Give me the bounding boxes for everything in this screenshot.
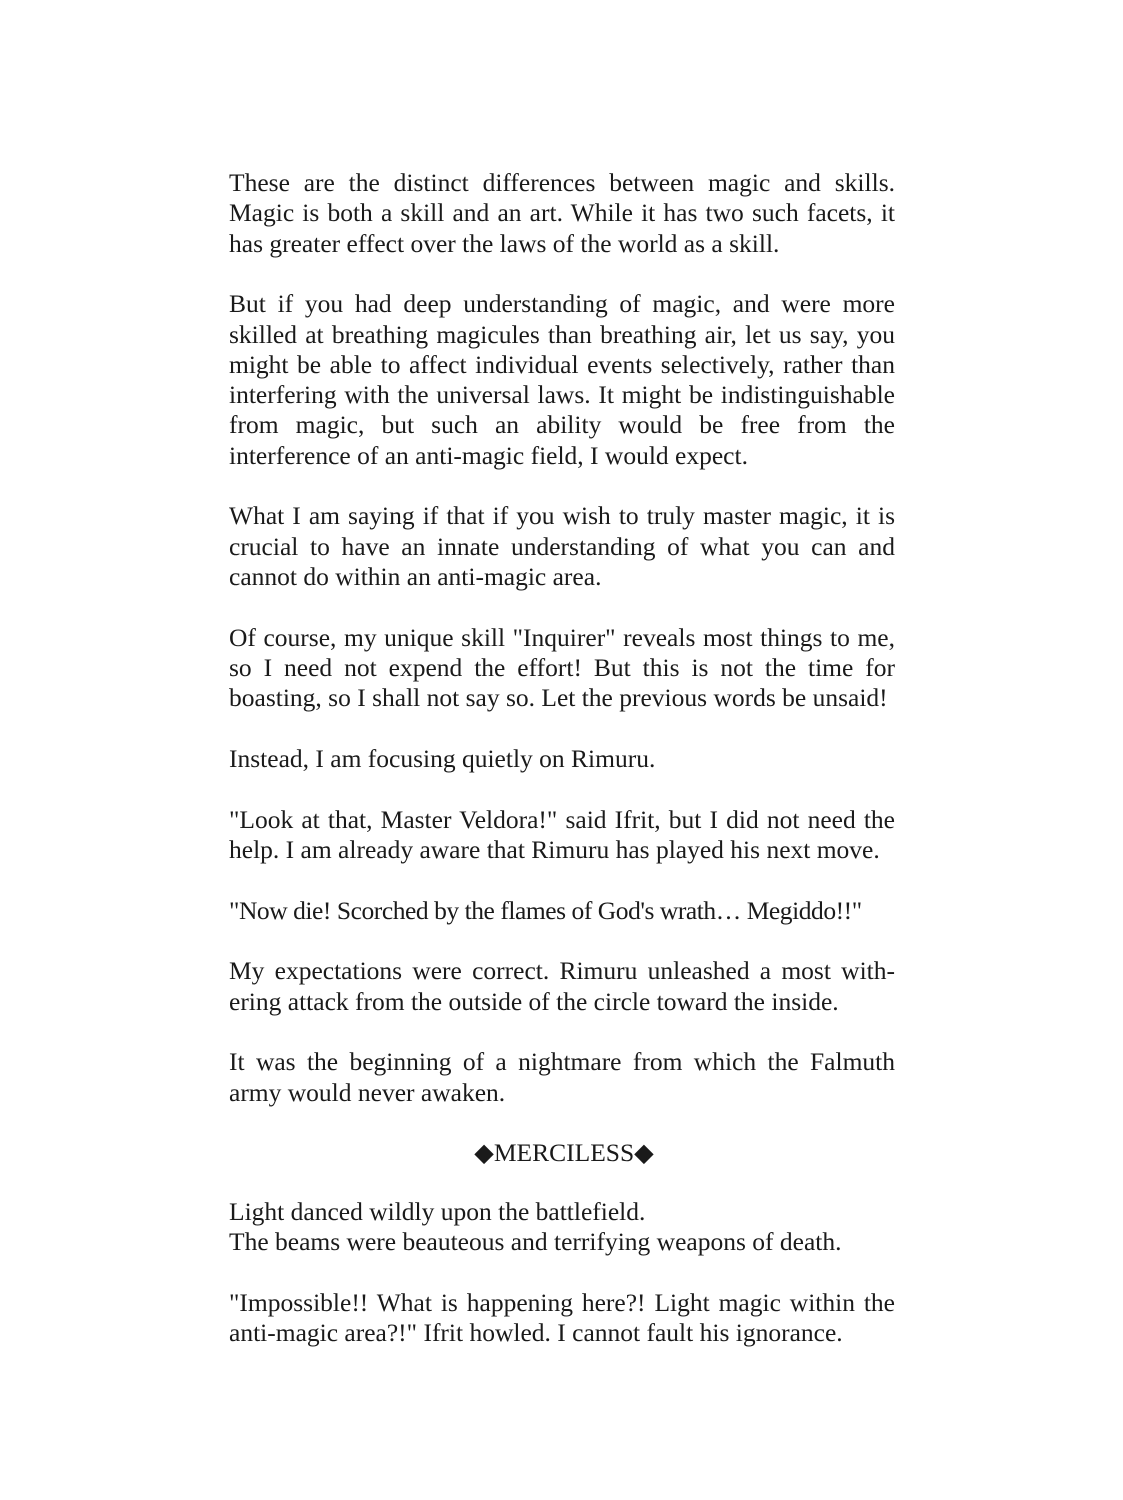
- paragraph-line: Light danced wildly upon the battlefield.: [229, 1196, 646, 1226]
- paragraph: What I am saying if that if you wish to truly master magic, it is crucial to have an innate understanding of what you can and cannot do within an anti-magic area.: [229, 501, 895, 592]
- dialogue-line: "Now die! Scorched by the flames of God's wrath… Megiddo!!": [229, 895, 862, 925]
- paragraph: Instead, I am focusing quietly on Rimuru.: [229, 744, 656, 774]
- paragraph: My expectations were correct. Rimuru unleashed a most withering attack from the outside of the circle toward the inside.: [229, 956, 895, 1016]
- paragraph: [229, 1197, 895, 1258]
- paragraph: "Look at that, Master Veldora!" said Ifrit, but I did not need the help. I am already aware that Rimuru has played his next move.: [229, 804, 895, 864]
- paragraph: Of course, my unique skill "Inquirer" reveals most things to me, so I need not expend the effort! But this is not the time for boasting, so I shall not say so. Let the previous words be unsaid!: [229, 622, 895, 713]
- paragraph: It was the beginning of a nightmare from which the Falmuth army would never awaken.: [229, 1047, 895, 1107]
- paragraph-line: The beams were beauteous and terrifying weapons of death.: [229, 1226, 842, 1256]
- book-page: [229, 168, 895, 1379]
- paragraph: These are the distinct differences between magic and skills. Magic is both a skill and an art. While it has two such facets, it has greater effect over the laws of the world as a skill.: [229, 168, 895, 258]
- scene-break-heading: ◆MERCILESS◆: [474, 1138, 654, 1168]
- paragraph: "Impossible!! What is happening here?! Light magic within the anti-magic area?!" Ifrit howled. I cannot fault his ignorance.: [229, 1287, 895, 1347]
- paragraph: But if you had deep understanding of magic, and were more skilled at breathing magicules than breathing air, let us say, you might be able to affect individual events selectively, rather than interfering with the universal laws. It might be indistinguishable from magic, but such an ability would be free from the interference of an anti-magic field, I would expect.: [229, 289, 895, 470]
